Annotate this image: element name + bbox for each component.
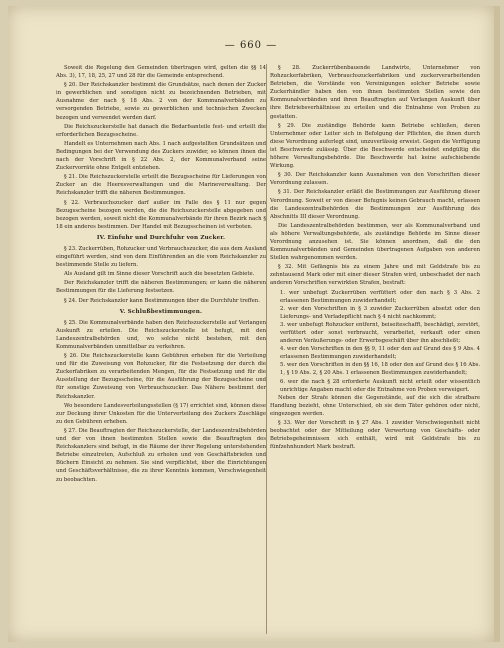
paragraph: § 25. Die Kommunalverbände haben den Reichszuckerstelle auf Verlangen Auskunft zu erteilen. Die Reichszuckerstelle ist befugt, mit den Landeszentralbehörden und, wo solche nicht bestehen, mit den Kommunalverbänden unmittelbar zu verkehren.	[56, 319, 266, 350]
paragraph: Wo besondere Landesverteilungsstellen (§ 17) errichtet sind, können diese zur Deckung ihrer Unkosten für die Unterverteilung des Zuckers Zuschläge zu den Gebühren erheben.	[56, 402, 266, 425]
paragraph: Als Ausland gilt im Sinne dieser Vorschrift auch die besetzten Gebiete.	[64, 271, 255, 278]
paragraph: § 33. Wer der Vorschrift in § 27 Abs. 1 zuwider Verschwiegenheit nicht beobachtet oder der Mitteilung oder Verwertung von Geschäfts- oder Betriebsgeheimnissen sich enthält, wird mit Geldstrafe bis zu fünfzehnhundert Mark bestraft.	[270, 420, 480, 451]
paragraph: § 26. Die Reichszuckerstelle kann Gebühren erheben für die Verteilung und für die Zuweisung von Rohzucker, für die Festsetzung der durch die Zuckerfabriken zu verarbeitenden Mengen, für die Festsetzung und für die Ausstellung der Bezugsscheine, für die Ausführung der Bezugsscheine und für sonstige Zuweisung von Verbrauchszucker. Das Nähere bestimmt der Reichskanzler.	[56, 353, 266, 400]
list-item: 3. wer unbefugt Rohzucker entfernt, beiseiteschafft, beschädigt, zerstört, verfüttert oder sonst verbraucht, verarbeitet, verkauft oder einen anderen Veräußerungs- oder Erwerbsgeschäft über ihn abschließt;	[280, 321, 480, 345]
section-heading: V. Schlußbestimmungen.	[119, 308, 203, 315]
paragraph: Handelt es Unternehmen nach Abs. 1 nach aufgestellten Grundsätzen und Bedingungen bei der Verwendung des Zuckers zuwider, so können ihnen die nach der Vorschrift in § 22 Abs. 2, der Kommunalverband seine Zuckervorräte ohne Entgelt entziehen.	[56, 140, 266, 172]
paragraph: Soweit die Regelung den Gemeinden übertragen wird, gelten die §§ 14 Abs. 3), 17, 18, 25, 27 und 28 für die Gemeinde entsprechend.	[56, 65, 266, 80]
paragraph: § 29. Die zuständige Behörde kann Betriebe schließen, deren Unternehmer oder Leiter sich in Befolgung der Pflichten, die ihnen durch diese Verordnung auferlegt sind, unzuverlässig erweist. Gegen die Verfügung ist Beschwerde zulässig. Über die Beschwerde entscheidet endgültig die höhere Verwaltungsbehörde. Die Beschwerde hat keine aufschiebende Wirkung.	[270, 122, 480, 170]
paragraph: § 21. Die Reichszuckerstelle erteilt die Bezugsscheine für Lieferungen von Zucker an die Heeresverwaltungen und die Marineverwaltung. Der Reichskanzler trifft die näheren Bestimmungen.	[56, 174, 266, 197]
paragraph: Der Reichskanzler trifft die näheren Bestimmungen; er kann die näheren Bestimmungen für die Lieferung festsetzen.	[56, 280, 266, 295]
left-column	[56, 64, 266, 634]
right-column	[270, 64, 480, 634]
paragraph: Die Reichszuckerstelle hat danach die Bedarfsanteile fest- und erteilt die erforderlichen Bezugsscheine.	[56, 123, 266, 138]
penalty-list	[270, 289, 480, 394]
list-item: 5. wer den Vorschriften in den §§ 16, 18 oder den auf Grund des § 16 Abs. 1, § 19 Abs. 2, § 20 Abs. 1 erlassenen Bestimmungen zuwiderhandelt;	[280, 362, 480, 377]
paragraph: § 28. Zuckerrübenbauende Landwirte, Unternehmer von Rohzuckerfabriken, Verbrauchszuckerfabriken und zuckerverarbeitenden Betrieben, die Vorstände von Vereinigungen solcher Betriebe sowie Zuckerhändler haben den von ihnen bestimmten Stellen sowie den Kommunalverbänden und ihren Beauftragten auf Verlangen Auskunft über ihre Betriebsverhältnisse zu erteilen und die Entnahme von Proben zu gestatten.	[270, 65, 480, 120]
paragraph: § 22. Verbrauchszucker darf außer im Falle des § 11 nur gegen Bezugsscheine bezogen werden, die die Reichszuckerstelle abgegeben und bezogen werden, soweit nicht die Kommunalverbände für ihren Bezirk nach § 18 ein anderes bestimmen. Der Handel mit Bezugsscheinen ist verboten.	[56, 199, 266, 230]
paragraph: § 30. Der Reichskanzler kann Ausnahmen von den Vorschriften dieser Verordnung zulassen.	[270, 172, 480, 187]
paragraph: § 20. Der Reichskanzler bestimmt die Grundsätze, nach denen der Zucker in gewerblichen und sonstigen nicht zu bezeichnenden Betrieben, mit Ausnahme der nach § 18 Abs. 2 von der Kommunalverbänden zu versorgenden Betriebe, sowie zu gewerblichen und technischen Zwecken bezogen und verwendet werden darf.	[56, 82, 266, 121]
list-item: 1. wer unbefugt Zuckerrüben verfüttert oder den nach § 3 Abs. 2 erlassenen Bestimmungen zuwiderhandelt;	[280, 289, 480, 304]
document-page	[8, 6, 500, 642]
page-number: — 660 —	[224, 40, 278, 51]
paragraph: § 31. Der Reichskanzler erläßt die Bestimmungen zur Ausführung dieser Verordnung. Soweit er von dieser Befugnis keinen Gebrauch macht, erlassen die Landeszentralbehörden die Bestimmungen zur Ausführung des Abschnitts III dieser Verordnung.	[270, 189, 480, 220]
paragraph: § 32. Mit Gefängnis bis zu einem Jahre und mit Geldstrafe bis zu zehntausend Mark oder mit einer dieser Strafen wird, unbeschadet der nach anderen Vorschriften verwirkten Strafen, bestraft:	[270, 264, 480, 287]
paragraph: § 23. Zuckerrüben, Rohzucker und Verbrauchszucker, die aus dem Ausland eingeführt werden, sind von dem Einführenden an die vom Reichskanzler zu bestimmende Stelle zu liefern.	[56, 245, 266, 269]
list-item: 4. wer den Vorschriften in den §§ 9, 11 oder den auf Grund des § 9 Abs. 4 erlassenen Bestimmungen zuwiderhandelt;	[280, 346, 480, 361]
paragraph: Neben der Strafe können die Gegenstände, auf die sich die strafbare Handlung bezieht, ohne Unterschied, ob sie dem Täter gehören oder nicht, eingezogen werden.	[270, 394, 480, 417]
column-divider	[266, 64, 267, 634]
paragraph: § 27. Die Beauftragten der Reichszuckerstelle, der Landeszentralbehörden und der von ihnen bestimmten Stellen sowie die Beauftragten des Reichskanzlers sind befugt, in die Räume der ihrer Regelung unterstehenden Betriebe einzutreten, Aufschluß zu erholen und von Geschäftsbriefen und Büchern Einsicht zu nehmen. Sie sind verpflichtet, über die Einrichtungen und Geschäftsverhältnisse, die zu ihrer Kenntnis kommen, Verschwiegenheit zu beobachten.	[56, 427, 266, 483]
paragraph: Die Landeszentralbehörden bestimmen, wer als Kommunalverband und als höhere Verwaltungsbehörde, als zuständige Behörde im Sinne dieser Verordnung anzusehen ist. Sie können anordnen, daß die den Kommunalverbänden und Gemeinden übertragenen Aufgaben von anderen Stellen wahrgenommen werden.	[270, 222, 480, 262]
paragraph: § 24. Der Reichskanzler kann Bestimmungen über die Durchfuhr treffen.	[64, 297, 260, 304]
list-item: 2. wer den Vorschriften in § 3 zuwider Zuckerrüben absetzt oder den Lieferungs- und Verladepflicht nach § 4 nicht nachkommt;	[280, 305, 480, 320]
list-item: 6. wer die nach § 28 erforderte Auskunft nicht erteilt oder wissentlich unrichtige Angaben macht oder die Entnahme von Proben verweigert.	[280, 378, 480, 393]
section-heading: IV. Einfuhr und Durchfuhr von Zucker.	[96, 234, 226, 241]
